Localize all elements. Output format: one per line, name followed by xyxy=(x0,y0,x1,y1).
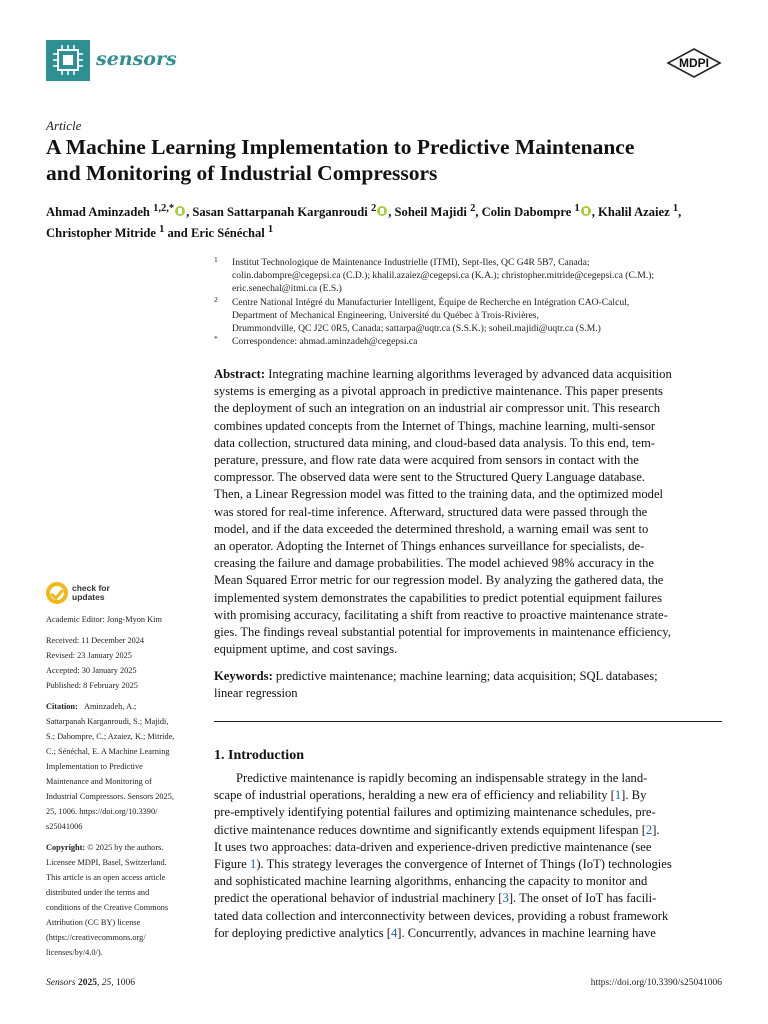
orcid-icon[interactable] xyxy=(175,206,185,216)
intro-text: Figure xyxy=(214,857,251,872)
title-line: A Machine Learning Implementation to Predictive Maintenance xyxy=(46,135,635,159)
journal-name: sensors xyxy=(96,48,177,70)
abstract-line: the deployment of such an integration on an industrial air compressor unit. This research xyxy=(214,401,661,416)
intro-text: ). This strategy leverages the convergence of Internet of Things (IoT) technologies xyxy=(256,857,672,872)
title-line: and Monitoring of Industrial Compressors xyxy=(46,161,438,185)
mdpi-logo xyxy=(666,48,722,78)
copyright-line: distributed under the terms and xyxy=(46,888,150,897)
author-affiliation: 1,2,* xyxy=(153,203,175,214)
figure-link[interactable]: 1 xyxy=(250,857,257,872)
abstract-line: gies. The findings reveal substantial potential for improvements in maintenance efficiency, xyxy=(214,625,671,640)
keywords-line: linear regression xyxy=(214,686,298,701)
abstract-label: Abstract: xyxy=(214,367,266,381)
footer-year: 2025 xyxy=(77,978,97,988)
intro-text: for deploying predictive analytics [ xyxy=(214,925,391,940)
affiliation-line[interactable]: Drummondville, QC J2C 0R5, Canada; sattarpa@uqtr.ca (S.S.K.); soheil.majidi@uqtr.ca (S.M.) xyxy=(232,323,601,335)
intro-line: tated data collection and interconnectivity between devices, providing a robust framework xyxy=(214,908,669,923)
citation-line: Industrial Compressors. Sensors 2025, xyxy=(46,792,174,801)
affiliation-mark: 1 xyxy=(214,255,218,264)
intro-line xyxy=(214,770,722,787)
footer-doi-link[interactable]: https://doi.org/10.3390/s25041006 xyxy=(590,978,722,988)
intro-line xyxy=(214,925,722,942)
orcid-icon[interactable] xyxy=(377,206,387,216)
abstract-line xyxy=(214,366,722,383)
footer-citation: Sensors 2025, 25, 1006 xyxy=(46,978,135,988)
intro-text: predict the operational behavior of industrial machinery [ xyxy=(214,891,503,906)
footer-volume: 25 xyxy=(101,978,112,988)
correspondence-line[interactable]: Correspondence: ahmad.aminzadeh@cegepsi.ca xyxy=(232,336,418,348)
copyright-line: Licensee MDPI, Basel, Switzerland. xyxy=(46,858,167,867)
copyright-line: This article is an open access article xyxy=(46,873,166,882)
license-link[interactable]: (https://creativecommons.org/ xyxy=(46,933,146,942)
affiliation-line: Institut Technologique de Maintenance Industrielle (ITMI), Sept-Iles, QC G4R 5B7, Canada; xyxy=(232,257,590,268)
citation-doi-link[interactable]: 25, 1006. https://doi.org/10.3390/ xyxy=(46,807,158,816)
citation-link[interactable]: 2 xyxy=(645,822,653,837)
author-name[interactable]: Ahmad Aminzadeh xyxy=(46,205,150,220)
accepted-date: Accepted: 30 January 2025 xyxy=(46,666,137,675)
author-name[interactable]: , Soheil Majidi xyxy=(388,205,467,220)
citation-link[interactable]: 1 xyxy=(614,788,622,803)
academic-editor: Academic Editor: Jong-Myon Kim xyxy=(46,615,162,624)
journal-logo xyxy=(46,40,90,81)
copyright-line xyxy=(46,840,196,855)
abstract-line: combines updated concepts from the Internet of Things, machine learning, multi-sensor xyxy=(214,418,656,433)
citation-line: C.; Sénéchal, E. A Machine Learning xyxy=(46,747,170,756)
abstract-line: data collection, structured data mining, and cloud-based data analysis. To this end, tem- xyxy=(214,435,655,450)
author-affiliation: 1 xyxy=(574,203,580,214)
footer-journal: Sensors xyxy=(46,978,76,988)
abstract-line: was stored for real-time inference. Afterward, structured data were passed through the xyxy=(214,504,648,519)
keywords-line xyxy=(214,668,722,685)
footer-article: , 1006 xyxy=(111,978,135,988)
author-name[interactable]: , Khalil Azaiez xyxy=(591,205,670,220)
author-separator: , xyxy=(678,205,682,220)
author-affiliation: 1 xyxy=(672,203,679,214)
keywords-label: Keywords: xyxy=(214,669,273,683)
intro-text: ]. xyxy=(652,822,660,837)
author-name[interactable]: Christopher Mitride xyxy=(46,226,156,241)
intro-line: It uses two approaches: data-driven and experience-driven predictive maintenance (see xyxy=(214,839,652,854)
intro-text: scape of industrial operations, heralding a new era of efficiency and reliability [ xyxy=(214,788,615,803)
article-sidebar xyxy=(46,612,196,960)
abstract-line: model, and if the data exceeded the determined threshold, a warning email was sent to xyxy=(214,521,649,536)
author-name[interactable]: , Sasan Sattarpanah Karganroudi xyxy=(186,205,368,220)
citation-doi-link[interactable]: s25041006 xyxy=(46,822,83,831)
copyright-text: © 2025 by the authors. xyxy=(87,843,164,852)
introduction-body xyxy=(214,770,722,942)
intro-line xyxy=(214,787,722,804)
abstract-line: equipment uptime, and cost savings. xyxy=(214,642,398,657)
abstract-line: perature, pressure, and flow rate data were acquired from sensors in contact with the xyxy=(214,453,639,468)
abstract xyxy=(214,366,722,658)
abstract-line: with promising accuracy, facilitating a shift from reactive to proactive maintenance strate- xyxy=(214,607,668,622)
affiliations xyxy=(214,256,734,348)
affiliation-line[interactable]: colin.dabompre@cegepsi.ca (C.D.); khalil.azaiez@cegepsi.ca (K.A.); christopher.mitride@cegepsi.ca (C.M.); xyxy=(232,270,655,282)
author-affiliation: 2 xyxy=(370,203,377,214)
author-line xyxy=(46,221,746,242)
published-date: Published: 8 February 2025 xyxy=(46,681,138,690)
affiliation-line: Centre National Intégré du Manufacturier Intelligent, Équipe de Recherche en Intégration CAO-Calcul, xyxy=(232,296,630,308)
abstract-line: creasing the failure and damage probabilities. The model achieved 98% accuracy in the xyxy=(214,556,655,571)
intro-text: ]. Concurrently, advances in machine learning have xyxy=(397,925,656,940)
intro-text: ]. The onset of IoT has facili- xyxy=(508,891,657,906)
section-divider xyxy=(214,721,722,722)
author-name[interactable]: and Eric Sénéchal xyxy=(164,226,265,241)
abstract-line: an operator. Adopting the Internet of Things enhances surveillance for specialists, de- xyxy=(214,539,645,554)
orcid-icon[interactable] xyxy=(581,206,591,216)
author-affiliation: 2 xyxy=(470,203,476,214)
citation-line: Implementation to Predictive xyxy=(46,762,143,771)
copyright-line: conditions of the Creative Commons xyxy=(46,903,169,912)
copyright-line: Attribution (CC BY) license xyxy=(46,918,141,927)
intro-text: dictive maintenance reduces downtime and significantly extends equipment lifespan [ xyxy=(214,822,646,837)
keywords-text: predictive maintenance; machine learning; data acquisition; SQL databases; xyxy=(272,669,658,683)
affiliation-line: Department of Mechanical Engineering, Université du Québec à Trois-Rivières, xyxy=(232,309,539,321)
intro-line xyxy=(214,890,722,907)
section-heading: 1. Introduction xyxy=(214,748,304,763)
author-line xyxy=(46,200,746,221)
intro-text: ]. By xyxy=(621,788,647,803)
check-text-line: updates xyxy=(72,592,105,602)
affiliation-item xyxy=(214,335,734,348)
affiliation-line[interactable]: eric.senechal@itmi.ca (E.S.) xyxy=(232,283,342,295)
affiliation-mark: 2 xyxy=(214,294,218,304)
affiliation-item xyxy=(214,296,734,336)
citation-line: Maintenance and Monitoring of xyxy=(46,777,152,786)
intro-line: pre-emptively identifying potential failures and optimizing maintenance schedules, pre- xyxy=(214,805,656,820)
received-date: Received: 11 December 2024 xyxy=(46,636,145,645)
intro-line xyxy=(214,856,722,873)
author-name[interactable]: , Colin Dabompre xyxy=(475,205,572,220)
abstract-line: Then, a Linear Regression model was fitted to the training data, and the optimized model xyxy=(214,487,664,502)
citation-line xyxy=(46,699,196,714)
citation-link[interactable]: 4 xyxy=(390,925,398,940)
affiliation-mark: * xyxy=(214,334,218,344)
intro-line xyxy=(214,822,722,839)
affiliation-item xyxy=(214,256,734,296)
citation-link[interactable]: 3 xyxy=(502,891,509,906)
intro-text: Predictive maintenance is rapidly becoming an indispensable strategy in the land- xyxy=(236,771,648,785)
author-affiliation: 1 xyxy=(159,224,165,236)
abstract-line: systems is emerging as a pivotal approach in predictive maintenance. This paper presents xyxy=(214,384,663,399)
citation-label: Citation: xyxy=(46,702,78,711)
abstract-line: Mean Squared Error metric for our regression model. By analyzing the gathered data, the xyxy=(214,573,664,588)
abstract-line: implemented system demonstrates the capabilities to predict potential equipment failures xyxy=(214,590,663,605)
citation-line: Sattarpanah Karganroudi, S.; Majidi, xyxy=(46,717,169,726)
intro-line: and sophisticated machine learning algorithms, enhancing the capacity to monitor and xyxy=(214,874,648,889)
abstract-line: compressor. The observed data were sent to the Structured Query Language database. xyxy=(214,470,645,485)
check-icon xyxy=(46,582,68,604)
copyright-label: Copyright: xyxy=(46,843,86,852)
revised-date: Revised: 23 January 2025 xyxy=(46,651,132,660)
paper-title xyxy=(46,134,736,186)
check-for-updates-label xyxy=(72,584,110,602)
keywords xyxy=(214,668,722,702)
check-for-updates-button[interactable] xyxy=(46,582,110,604)
publisher-name: MDPI xyxy=(679,56,709,70)
article-type: Article xyxy=(46,118,82,133)
author-affiliation: 1 xyxy=(267,224,274,236)
abstract-text: Integrating machine learning algorithms leveraged by advanced data acquisition xyxy=(265,367,672,381)
author-list xyxy=(46,200,746,242)
check-text-line: check for xyxy=(72,583,110,593)
citation-line: S.; Dabompre, C.; Azaiez, K.; Mitride, xyxy=(46,732,175,741)
citation-text: Aminzadeh, A.; xyxy=(84,702,137,711)
license-link[interactable]: licenses/by/4.0/). xyxy=(46,948,103,957)
